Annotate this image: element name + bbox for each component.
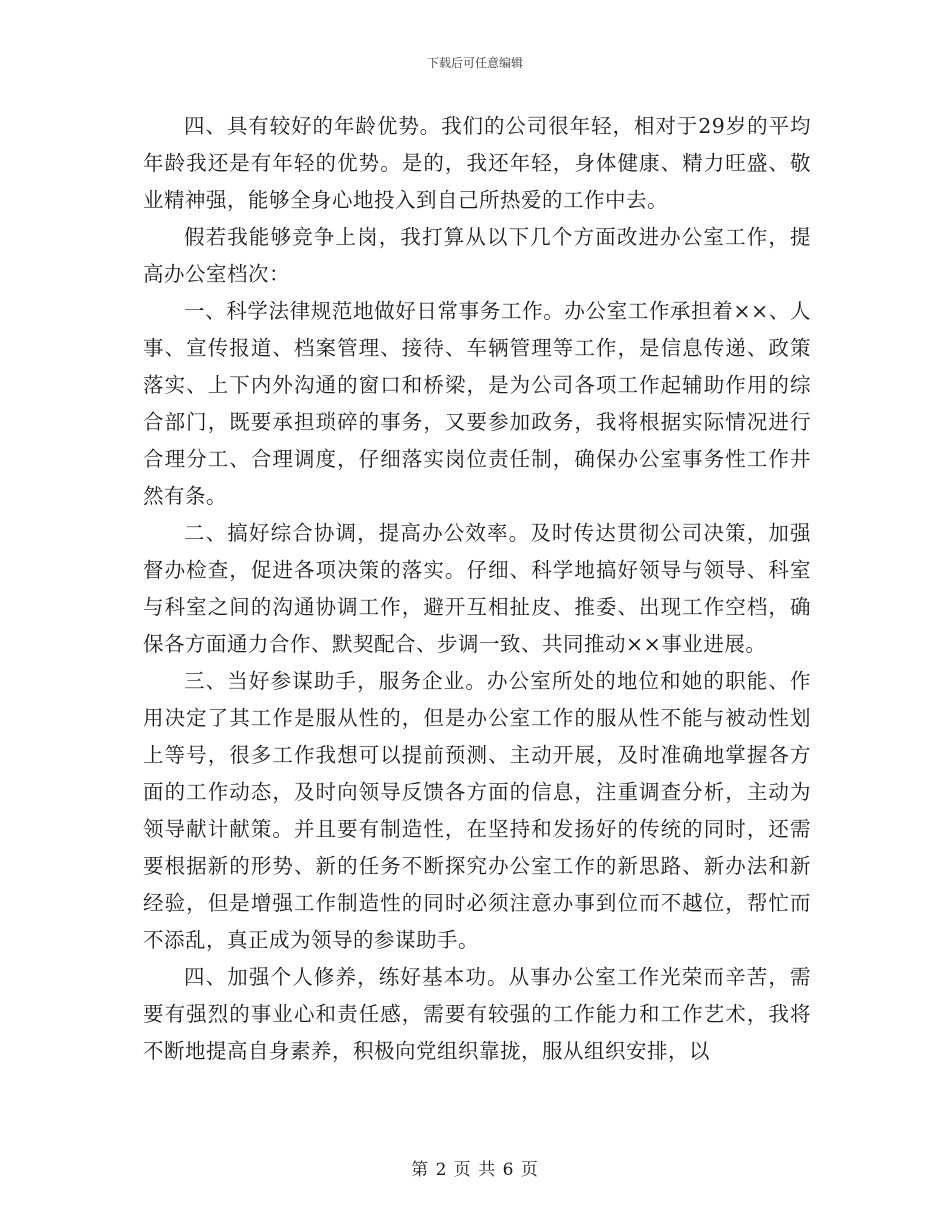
- paragraph: 三、当好参谋助手，服务企业。办公室所处的地位和她的职能、作用决定了其工作是服从性的，但是办公室工作的服从性不能与被动性划上等号，很多工作我想可以提前预测、主动开展，及时准确地掌握各方面的工作动态，及时向领导反馈各方面的信息，注重调查分析，主动为领导献计献策。并且要有制造性，在坚持和发扬好的传统的同时，还需要根据新的形势、新的任务不断探究办公室工作的新思路、新办法和新经验，但是增强工作制造性的同时必须注意办事到位而不越位，帮忙而不添乱，真正成为领导的参谋助手。: [143, 669, 811, 952]
- page-header: 下载后可任意编辑: [426, 56, 523, 70]
- paragraph: 四、加强个人修养，练好基本功。从事办公室工作光荣而辛苦，需要有强烈的事业心和责任感，需要有较强的工作能力和工作艺术，我将不断地提高自身素养，积极向党组织靠拢，服从组织安排，以: [143, 965, 811, 1063]
- page-number-footer: 第 2 页 共 6 页: [411, 1160, 539, 1180]
- paragraph: 假若我能够竞争上岗，我打算从以下几个方面改进办公室工作，提高办公室档次：: [143, 225, 811, 286]
- paragraph: 二、搞好综合协调，提高办公效率。及时传达贯彻公司决策，加强督办检查，促进各项决策的落实。仔细、科学地搞好领导与领导、科室与科室之间的沟通协调工作，避开互相扯皮、推委、出现工作空档，确保各方面通力合作、默契配合、步调一致、共同推动××事业进展。: [143, 521, 811, 656]
- paragraph: 四、具有较好的年龄优势。我们的公司很年轻，相对于29岁的平均年龄我还是有年轻的优势。是的，我还年轻，身体健康、精力旺盛、敬业精神强，能够全身心地投入到自己所热爱的工作中去。: [143, 114, 811, 212]
- document-body: [143, 108, 811, 1070]
- paragraph: 一、科学法律规范地做好日常事务工作。办公室工作承担着××、人事、宣传报道、档案管理、接待、车辆管理等工作，是信息传递、政策落实、上下内外沟通的窗口和桥梁，是为公司各项工作起辅助作用的综合部门，既要承担琐碎的事务，又要参加政务，我将根据实际情况进行合理分工、合理调度，仔细落实岗位责任制，确保办公室事务性工作井然有条。: [143, 299, 811, 508]
